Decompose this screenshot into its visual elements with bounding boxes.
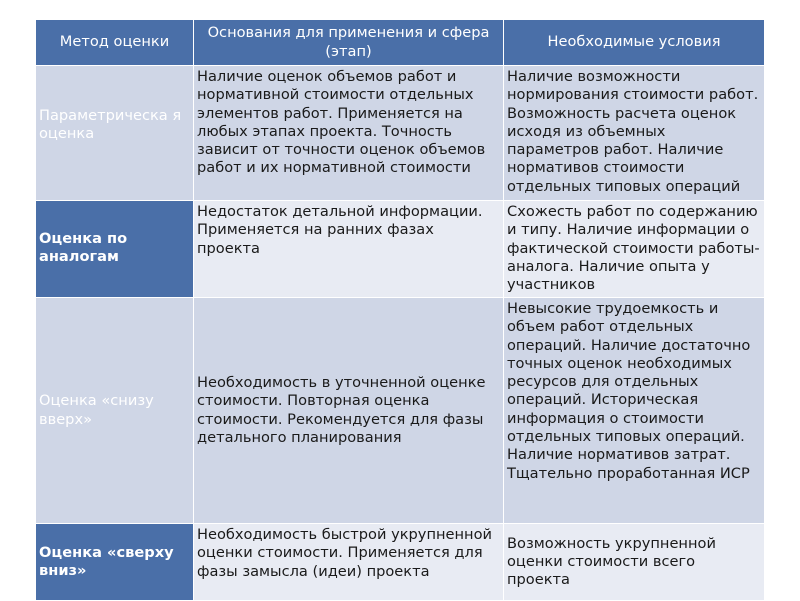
header-basis: Основания для применения и сфера (этап) (194, 20, 504, 65)
method-cell: Оценка «сверху вниз» (36, 524, 194, 600)
method-cell: Оценка по аналогам (36, 201, 194, 297)
basis-cell: Недостаток детальной информации. Применяется на ранних фазах проекта (194, 201, 504, 297)
conditions-cell: Наличие возможности нормирования стоимости работ. Возможность расчета оценок исходя из объемных параметров работ. Наличие нормативов стоимости отдельных типовых операций (504, 66, 764, 200)
table-row (36, 66, 764, 201)
conditions-cell: Невысокие трудоемкость и объем работ отдельных операций. Наличие достаточно точных оценок необходимых ресурсов для отдельных операций. Историческая информация о стоимости отдельных типовых операций. Наличие нормативов затрат. Тщательно проработанная ИСР (504, 298, 764, 523)
table-header (36, 20, 764, 66)
methods-table (36, 20, 764, 601)
basis-cell: Необходимость быстрой укрупненной оценки стоимости. Применяется для фазы замысла (идеи) проекта (194, 524, 504, 600)
table-row (36, 201, 764, 298)
conditions-cell: Возможность укрупненной оценки стоимости всего проекта (504, 524, 764, 600)
table-row (36, 524, 764, 601)
header-method: Метод оценки (36, 20, 194, 65)
basis-cell: Необходимость в уточненной оценке стоимости. Повторная оценка стоимости. Рекомендуется для фазы детального планирования (194, 298, 504, 523)
table-row (36, 298, 764, 524)
conditions-cell: Схожесть работ по содержанию и типу. Наличие информации о фактической стоимости работы-аналога. Наличие опыта у участников (504, 201, 764, 297)
method-cell: Параметрическа я оценка (36, 66, 194, 200)
method-cell: Оценка «снизу вверх» (36, 298, 194, 523)
header-conditions: Необходимые условия (504, 20, 764, 65)
basis-cell: Наличие оценок объемов работ и нормативной стоимости отдельных элементов работ. Применяется на любых этапах проекта. Точность зависит от точности оценок объемов работ и их нормативной стоимости (194, 66, 504, 200)
